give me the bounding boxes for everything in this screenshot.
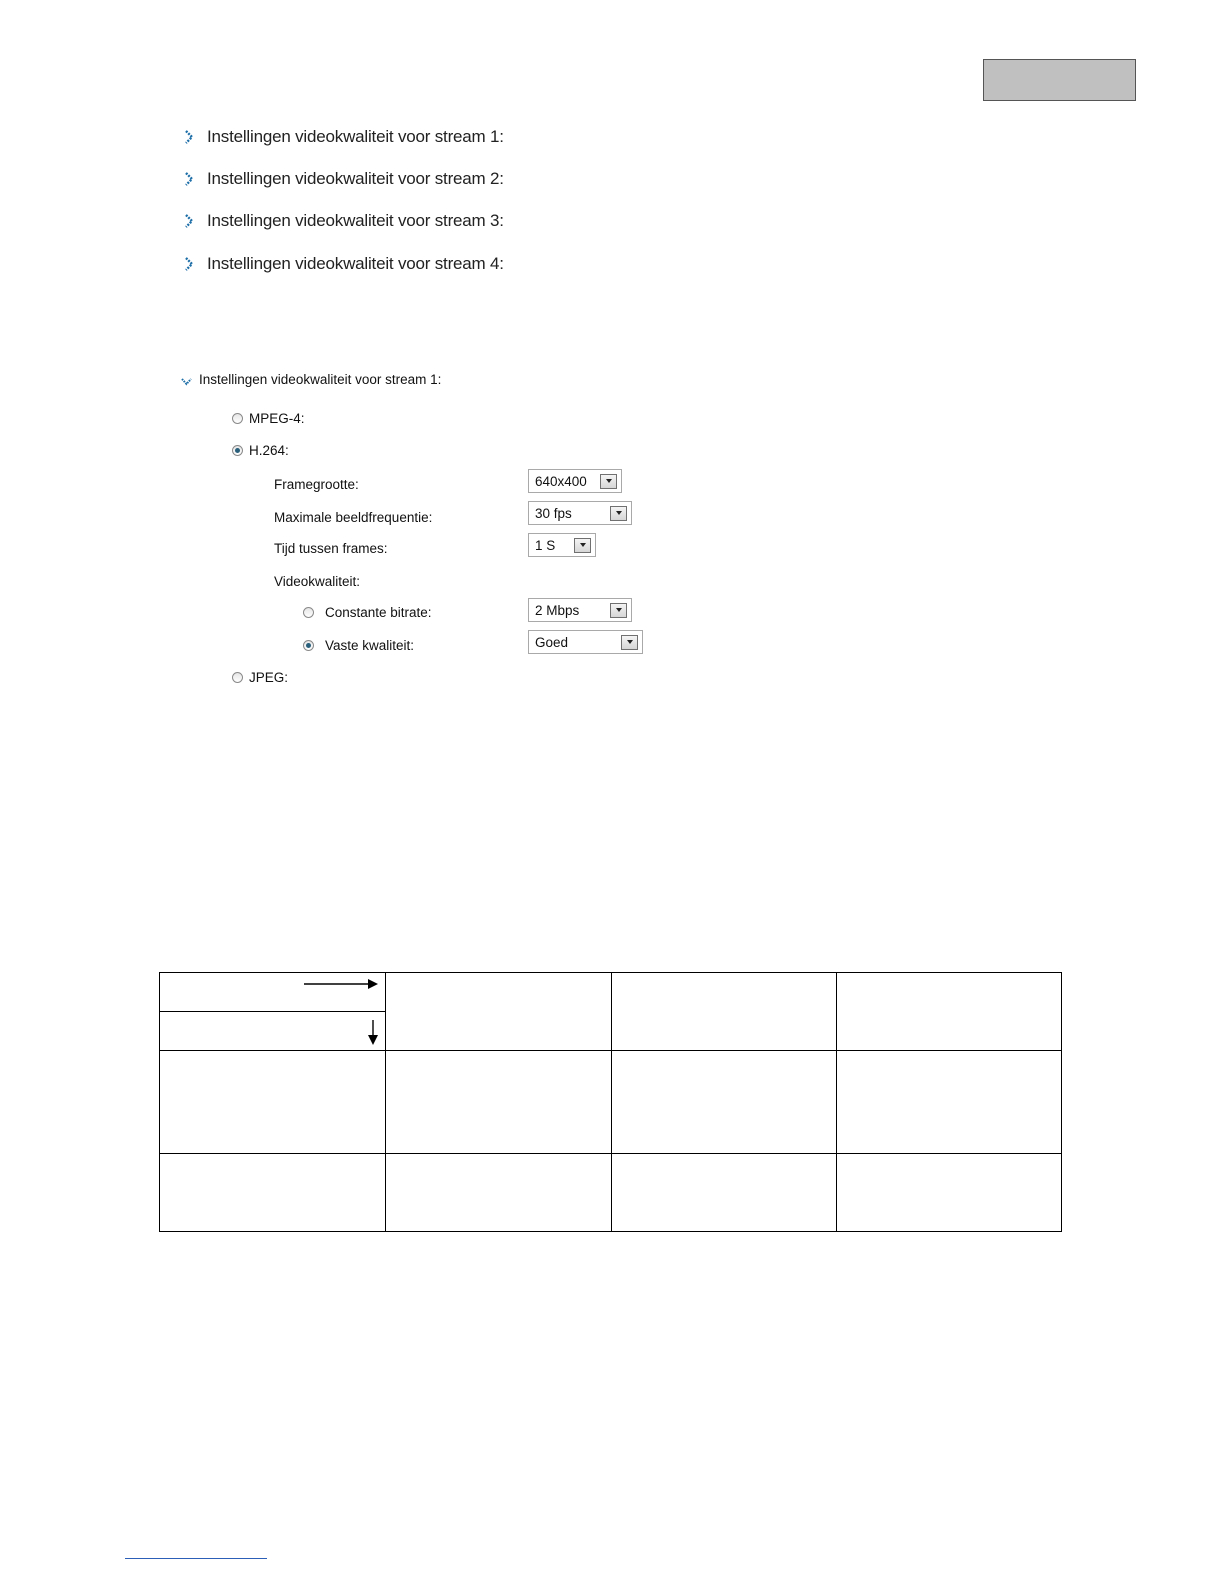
corner-top-half bbox=[160, 973, 385, 1012]
codec-h264-option[interactable] bbox=[232, 443, 289, 458]
constante-bitrate-label: Constante bitrate: bbox=[325, 605, 432, 620]
codec-label: H.264: bbox=[249, 443, 289, 458]
stream-2-heading[interactable] bbox=[184, 167, 504, 191]
framegrootte-select[interactable] bbox=[528, 469, 622, 493]
select-value: Goed bbox=[535, 634, 569, 650]
table-cell bbox=[837, 1154, 1062, 1232]
select-value: 30 fps bbox=[535, 505, 572, 521]
radio-button-selected[interactable] bbox=[303, 640, 314, 651]
chevron-right-icon bbox=[184, 171, 194, 187]
stream-4-heading[interactable] bbox=[184, 252, 504, 276]
table-cell bbox=[612, 1051, 837, 1154]
constante-bitrate-select[interactable] bbox=[528, 598, 632, 622]
table-cell bbox=[612, 1154, 837, 1232]
select-value: 2 Mbps bbox=[535, 602, 580, 618]
stream-heading-label: Instellingen videokwaliteit voor stream 2: bbox=[207, 169, 504, 188]
stream-heading-label: Instellingen videokwaliteit voor stream 3: bbox=[207, 211, 504, 230]
beeldfrequentie-select[interactable] bbox=[528, 501, 632, 525]
dropdown-arrow-icon[interactable] bbox=[610, 506, 627, 521]
table-cell bbox=[386, 973, 612, 1051]
dropdown-arrow-icon[interactable] bbox=[600, 474, 617, 489]
vaste-kwaliteit-label: Vaste kwaliteit: bbox=[325, 638, 415, 653]
stream-heading-label: Instellingen videokwaliteit voor stream 4: bbox=[207, 254, 504, 273]
videokwaliteit-label: Videokwaliteit: bbox=[274, 574, 361, 589]
arrow-down-icon bbox=[366, 1020, 380, 1046]
table-row bbox=[160, 1154, 1062, 1232]
expanded-stream-1-heading[interactable] bbox=[180, 372, 441, 387]
table-row bbox=[160, 1051, 1062, 1154]
arrow-right-icon bbox=[304, 977, 380, 991]
table-cell bbox=[386, 1154, 612, 1232]
codec-label: MPEG-4: bbox=[249, 411, 305, 426]
comparison-table bbox=[159, 972, 1062, 1232]
stream-1-heading[interactable] bbox=[184, 125, 504, 149]
chevron-right-icon bbox=[184, 213, 194, 229]
grey-header-box bbox=[983, 59, 1136, 101]
table-cell bbox=[837, 1051, 1062, 1154]
vaste-kwaliteit-select[interactable] bbox=[528, 630, 643, 654]
table-cell bbox=[160, 1154, 386, 1232]
codec-mpeg4-option[interactable] bbox=[232, 411, 305, 426]
dropdown-arrow-icon[interactable] bbox=[610, 603, 627, 618]
tijd-tussen-frames-select[interactable] bbox=[528, 533, 596, 557]
codec-label: JPEG: bbox=[249, 670, 289, 685]
select-value: 1 S bbox=[535, 537, 556, 553]
table-cell bbox=[612, 973, 837, 1051]
table-header-row bbox=[160, 973, 1062, 1051]
panel-title: Instellingen videokwaliteit voor stream 1: bbox=[199, 372, 442, 387]
table-corner-cell bbox=[160, 973, 386, 1051]
beeldfrequentie-label: Maximale beeldfrequentie: bbox=[274, 510, 433, 525]
codec-jpeg-option[interactable] bbox=[232, 670, 288, 685]
select-value: 640x400 bbox=[535, 473, 587, 489]
radio-button-selected[interactable] bbox=[232, 445, 243, 456]
corner-bottom-half bbox=[160, 1012, 385, 1050]
table-cell bbox=[837, 973, 1062, 1051]
constante-bitrate-option[interactable] bbox=[303, 605, 432, 620]
radio-button[interactable] bbox=[303, 607, 314, 618]
stream-3-heading[interactable] bbox=[184, 209, 504, 233]
dropdown-arrow-icon[interactable] bbox=[574, 538, 591, 553]
tijd-tussen-frames-label: Tijd tussen frames: bbox=[274, 541, 388, 556]
framegrootte-label: Framegrootte: bbox=[274, 477, 359, 492]
radio-button[interactable] bbox=[232, 413, 243, 424]
chevron-right-icon bbox=[184, 256, 194, 272]
chevron-down-icon bbox=[180, 375, 193, 385]
table-cell bbox=[160, 1051, 386, 1154]
dropdown-arrow-icon[interactable] bbox=[621, 635, 638, 650]
footnote-separator bbox=[125, 1558, 267, 1559]
stream-heading-label: Instellingen videokwaliteit voor stream 1: bbox=[207, 127, 504, 146]
radio-button[interactable] bbox=[232, 672, 243, 683]
table-cell bbox=[386, 1051, 612, 1154]
chevron-right-icon bbox=[184, 129, 194, 145]
vaste-kwaliteit-option[interactable] bbox=[303, 638, 414, 653]
